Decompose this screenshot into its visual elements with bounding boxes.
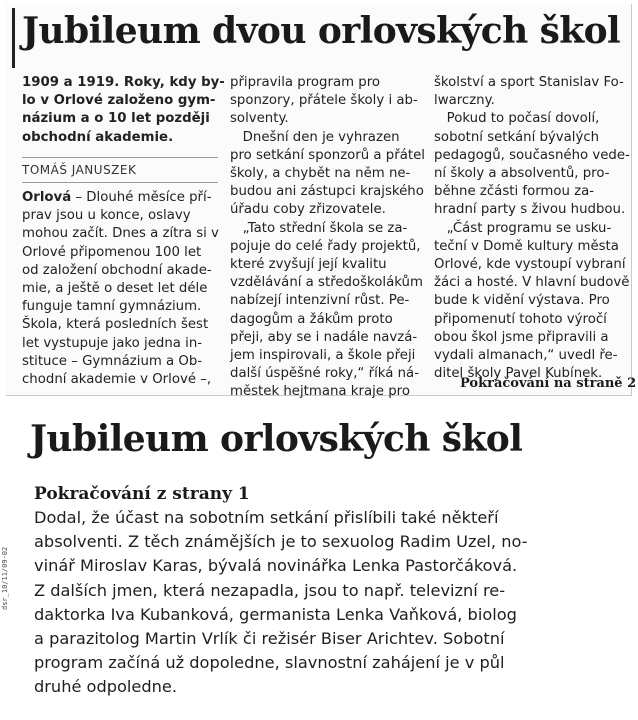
text-line: připomenutí tohoto výročí bbox=[434, 311, 607, 327]
text-line: úřadu coby zřizovatele. bbox=[230, 202, 386, 218]
text-line: školství a sport Stanislav Fo- bbox=[434, 75, 624, 90]
text-line: ditel školy Pavel Kubínek. bbox=[434, 366, 603, 382]
perex-line: lo v Orlové založeno gym- bbox=[22, 93, 216, 109]
text-line: mohou začít. Dnes a zítra si v bbox=[22, 226, 219, 242]
perex-line: obchodní akademie. bbox=[22, 129, 174, 145]
text-line: sobotní setkání bývalých bbox=[434, 129, 600, 145]
text-line: obou škol jsme připravili a bbox=[434, 329, 609, 345]
text-line: další úspěšné roky,“ říká ná- bbox=[230, 366, 419, 382]
dateline-place: Orlová bbox=[22, 190, 72, 206]
text-line: vydali almanach,“ uvedl ře- bbox=[434, 348, 618, 364]
text-line: pro setkání sponzorů a přátel bbox=[230, 147, 425, 163]
continuation-body bbox=[34, 506, 634, 700]
text-line: solventy. bbox=[230, 111, 289, 127]
continuation-headline: Jubileum orlovských škol bbox=[30, 418, 523, 460]
headline-rule bbox=[12, 8, 15, 68]
text-line: běhne zčásti formou za- bbox=[434, 184, 595, 200]
text-line: sponzory, přátele školy i ab- bbox=[230, 93, 418, 109]
article-headline: Jubileum dvou orlovských škol bbox=[22, 10, 621, 52]
text-line: ní školy a absolventů, pro- bbox=[434, 166, 610, 182]
text-line: pedagogů, současného vede- bbox=[434, 147, 630, 163]
text-line: nabízejí intenzivní růst. Pe- bbox=[230, 293, 410, 309]
text-line: bude k vidění výstava. Pro bbox=[434, 293, 610, 309]
column-1 bbox=[22, 74, 225, 389]
text-line: které zvyšují její kvalitu bbox=[230, 257, 387, 273]
text-line: Orlové, kde vystoupí vybraní bbox=[434, 257, 626, 273]
text-line: vinář Miroslav Karas, bývalá novinářka Lenka Pastorčáková. bbox=[34, 556, 518, 576]
text-line: Pokud to počasí dovolí, bbox=[434, 111, 600, 127]
continued-on-page-note: Pokračování na straně 2 bbox=[460, 376, 637, 391]
text-line: hradní party s živou hudbou. bbox=[434, 202, 626, 218]
article-clipping-top bbox=[6, 4, 637, 400]
text-line: přeji, aby se i nadále navzá- bbox=[230, 329, 418, 345]
text-line: „Tato střední škola se za- bbox=[230, 220, 408, 236]
author-byline: TOMÁŠ JANUSZEK bbox=[22, 157, 218, 183]
text-line: vzdělávání a středoškolákům bbox=[230, 275, 423, 291]
column-3 bbox=[434, 74, 630, 383]
text-line: Dodal, že účast na sobotním setkání přislíbili také někteří bbox=[34, 508, 499, 527]
text-fragment: – Dlouhé měsíce pří- bbox=[71, 190, 212, 206]
column-2 bbox=[230, 74, 425, 402]
text-line: daktorka Iva Kubanková, germanista Lenka Vaňková, biolog bbox=[34, 604, 517, 624]
text-line: a parazitolog Martin Vrlík či režisér Biser Arichtev. Sobotní bbox=[34, 629, 505, 649]
text-line: pojuje do celé řady projektů, bbox=[230, 238, 421, 254]
text-line: dagogům a žákům proto bbox=[230, 311, 393, 327]
text-line: program začíná už dopoledne, slavnostní zahájení je v půl bbox=[34, 653, 505, 673]
article-clipping-bottom bbox=[0, 410, 638, 720]
text-line: funguje tamní gymnázium. bbox=[22, 299, 202, 315]
text-line: od založení obchodní akade- bbox=[22, 262, 212, 278]
text-line: prav jsou u konce, oslavy bbox=[22, 208, 191, 224]
text-line: školy, a chybět na něm ne- bbox=[230, 166, 411, 182]
text-line: absolventi. Z těch známějších je to sexuolog Radim Uzel, no- bbox=[34, 532, 528, 552]
text-line: teční v Domě kultury města bbox=[434, 238, 619, 254]
text-line: Z dalších jmen, která nezapadla, jsou to např. televizní re- bbox=[34, 580, 506, 600]
perex bbox=[22, 74, 225, 147]
text-line: druhé odpoledne. bbox=[34, 677, 178, 697]
text-line: let vystupuje jako jedna in- bbox=[22, 335, 203, 351]
text-line: stituce – Gymnázium a Ob- bbox=[22, 353, 203, 369]
text-line: budou ani zástupci krajského bbox=[230, 184, 424, 200]
perex-line: 1909 a 1919. Roky, kdy by- bbox=[22, 75, 225, 90]
text-line: Škola, která posledních šest bbox=[22, 317, 209, 333]
text-line: mie, a ještě o deset let déle bbox=[22, 281, 208, 297]
text-line: Dnešní den je vyhrazen bbox=[230, 129, 400, 145]
perex-line: názium a o 10 let později bbox=[22, 111, 210, 127]
text-line: žáci a hosté. V hlavní budově bbox=[434, 275, 630, 291]
text-line: jem inspirovali, a škole přeji bbox=[230, 348, 416, 364]
text-line: „Část programu se usku- bbox=[434, 220, 612, 236]
text-line bbox=[22, 189, 218, 207]
text-line: městek hejtmana kraje pro bbox=[230, 384, 410, 400]
text-line: Orlové připomenou 100 let bbox=[22, 244, 202, 260]
side-code: dsr_10/11/09-02 bbox=[1, 546, 9, 610]
text-line: chodní akademie v Orlové –, bbox=[22, 372, 212, 388]
text-line: připravila program pro bbox=[230, 75, 381, 90]
text-line: lwarczny. bbox=[434, 93, 495, 109]
continued-from-note: Pokračování z strany 1 bbox=[34, 484, 250, 504]
